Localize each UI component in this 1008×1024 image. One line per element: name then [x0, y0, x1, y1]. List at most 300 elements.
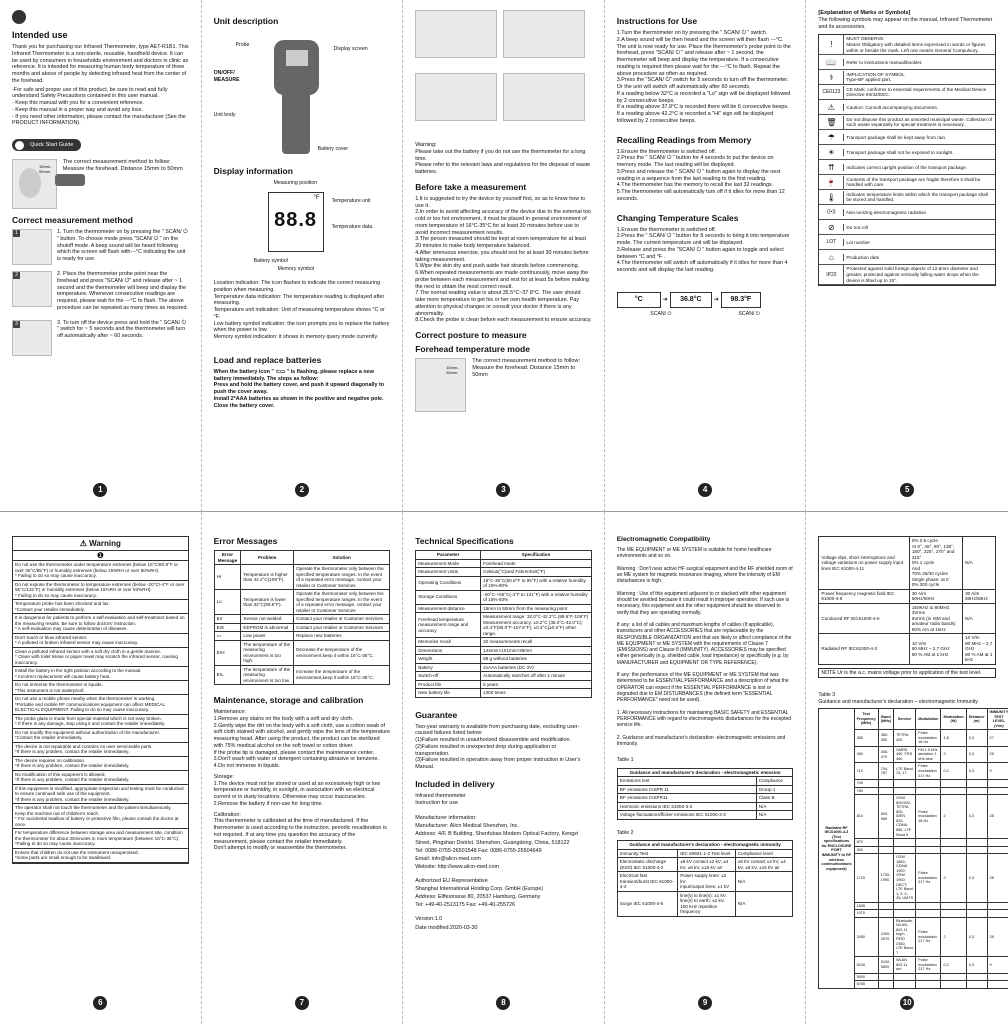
- table-cell: N/A: [963, 537, 996, 590]
- table-cell: 810: [854, 795, 878, 839]
- table-cell: [878, 780, 893, 788]
- table-row: [214, 615, 390, 624]
- section-title: Maintenance, storage and calibration: [213, 695, 364, 705]
- table-row: [819, 537, 996, 590]
- table-cell: [894, 787, 916, 795]
- table-header: Modulation: [916, 709, 941, 730]
- table-cell: [966, 787, 987, 795]
- table-row: [214, 640, 390, 665]
- table-cell: 780: [854, 787, 878, 795]
- forehead-measure-image: 15mm-50mm: [12, 159, 57, 209]
- table-row: [214, 590, 390, 615]
- table-cell: 2400-2570: [878, 917, 893, 956]
- posture-image: 15mm-50mm: [415, 358, 466, 412]
- error-table: [214, 550, 391, 685]
- table-cell: 930: [854, 846, 878, 854]
- table-cell: [916, 839, 941, 847]
- table-cell: Replace new batteries: [294, 632, 390, 641]
- table-cell: 9: [987, 763, 1008, 780]
- table-cell: 1720: [854, 854, 878, 902]
- section-title: Included in delivery: [415, 778, 495, 789]
- table-cell: Emissions test: [617, 777, 756, 786]
- table-cell: [916, 902, 941, 910]
- table-row: [617, 794, 793, 803]
- warning-row: Install the battery in the right position according to the manual. * Incorrect replacement will cause battery heat.: [13, 667, 188, 681]
- table-label: Table 2: [616, 829, 634, 836]
- symbol-row: [819, 115, 995, 130]
- symbol-icon: ⚠: [827, 102, 835, 112]
- section-title: Correct measurement method: [12, 215, 133, 225]
- symbol-icon: ⊘: [828, 222, 835, 232]
- symbol-text: Indicates correct upright position of the transport package.: [843, 164, 995, 172]
- table-cell: Electrical fast transient/burst IEC 61000-4-4: [617, 872, 677, 892]
- table-row: [617, 891, 793, 916]
- table-cell: [966, 846, 987, 854]
- symbol-row: [819, 130, 995, 145]
- table-cell: 710: [854, 763, 878, 780]
- warning-row: Ensure that children do not use the instrument unsupervised. *some parts are small enough to be swallowed.: [13, 849, 188, 863]
- table-cell: GSM 1800; CDMA 1900; GSM 1900; DECT; LTE Band 1, 3, 4, 25; UMTS: [894, 854, 916, 902]
- table-cell: 10 V/m 80 MHz – 2,7 GHz 80 % AM at 1 kHz: [963, 634, 996, 665]
- table-cell: 5785: [854, 981, 878, 989]
- table-cell: 800-960: [878, 795, 893, 839]
- symbol-row: [819, 220, 995, 235]
- table-header: Radiated RF IEC61000-4-3 (Test specifications for ENCLOSURE PORT IMMUNITY to RF wireless communications equipment): [819, 709, 854, 989]
- table-cell: Voltage fluctuations/flicker emissions IEC 61000-3-3: [617, 811, 756, 820]
- table-cell: 16°C-35°C(60.8°F to 95°F) with a relative humidity of 15%-80%: [481, 576, 592, 590]
- table-cell: [966, 973, 987, 981]
- table-cell: GMRS 460, FRS 460: [894, 746, 916, 763]
- table-cell: LTE Band 13, 17: [894, 763, 916, 780]
- table-cell: [894, 910, 916, 918]
- symbol-row: [819, 250, 995, 265]
- table-cell: 88 g without batteries: [481, 655, 592, 664]
- warning-table: [12, 536, 189, 864]
- table-cell: 0,3: [966, 795, 987, 839]
- warning-row: The operator shall not touch the thermometer and the patient simultaneously. Keep the machine out of children's reach. * For accidental swallow of battery or protective film, please consult the doctor at once.: [13, 804, 188, 829]
- page-8: [403, 512, 605, 1024]
- table-cell: 27: [987, 730, 1008, 747]
- symbol-text: Production date: [843, 254, 995, 262]
- table-cell: 2: [941, 795, 966, 839]
- table-row: [416, 576, 592, 590]
- table-cell: [916, 973, 941, 981]
- symbol-row: [819, 205, 995, 220]
- table-cell: 380-390: [878, 730, 893, 747]
- table-row: [214, 665, 390, 685]
- table-row: [617, 872, 793, 892]
- table-cell: [966, 839, 987, 847]
- table-cell: 450: [854, 746, 878, 763]
- table-cell: ▭: [214, 632, 241, 641]
- table-cell: Bluetooth, WLAN, 802.11 b/g/n, RFID 2450, LTE Band 7: [894, 917, 916, 956]
- table-cell: 15mm to 50mm from the measuring point: [481, 604, 592, 613]
- table-cell: [894, 902, 916, 910]
- symbol-icon: ⌂: [828, 252, 834, 262]
- table-cell: [941, 780, 966, 788]
- table-cell: Forehead temperature measurement range and accuracy: [416, 613, 481, 638]
- warning-row: The probe glass is made from special material which is not easy broken. * If there is any damage, stop using it and contact the retailer immediately.: [13, 715, 188, 729]
- symbol-text: MUST OBSERVE Means Obligatory with detailed items expressed in words or figures within or beside the mark. Left one means General Compulsory.: [843, 35, 995, 54]
- brand-logo-icon: [12, 10, 26, 24]
- table-cell: [966, 910, 987, 918]
- table-cell: 2: [941, 746, 966, 763]
- table-cell: 0,3: [966, 746, 987, 763]
- maintenance-text: Maintenance: 1.Remove any stains on the body with a soft and dry cloth. 2.Gently wipe the dirt on the body with a soft cloth, use a cotton swab of soft cloth stained with alcohol, and gently wipe the lens of the temperature measuring head. After using the product, the product can be sterilized with 75% medical alcohol on the soft towel or cotton driver. If the probe tip is damaged, please contact the maintenance center. 3.Don't wash with water or detergent containing abrasive or benzene. 4.Do not immerse in liquids.: [213, 709, 391, 769]
- table-cell: [878, 846, 893, 854]
- symbol-row: [819, 160, 995, 175]
- table-cell: TETRA 400: [894, 730, 916, 747]
- warning-row: For temperature difference between storage area and measurement site, condition the thermometer for about 30minutes in room temperature (between 16°C-35°C). *Failing to do so may cause inaccuracy.: [13, 829, 188, 849]
- warning-row: Do not immerse the thermometer in liquids. *This instrument is not waterproof.: [13, 681, 188, 695]
- table-cell: Storage Conditions: [416, 590, 481, 604]
- warning-row: If this equipment is modified, appropriate inspection and testing must be conducted to ensure continued safe use of the equipment. *If there is any problem, contact the retailer immediately.: [13, 785, 188, 805]
- table-cell: [987, 787, 1008, 795]
- table-cell: Temperature is lower than 32°C(89.6°F).: [241, 590, 294, 615]
- table-cell: Lo: [214, 590, 241, 615]
- page-title: Intended use: [12, 30, 68, 40]
- table-row: [214, 623, 390, 632]
- table-cell: [941, 910, 966, 918]
- table-cell: EEPROM is abnormal: [241, 623, 294, 632]
- table-cell: 1970: [854, 910, 878, 918]
- table-cell: [987, 973, 1008, 981]
- page-10: [806, 512, 1008, 1024]
- lcd-display: 88.8 °F: [268, 192, 324, 252]
- page-7: [202, 512, 404, 1024]
- table-cell: 0,3: [966, 730, 987, 747]
- symbol-icon: 🗑: [826, 117, 837, 127]
- symbol-icon: ((•)): [827, 209, 836, 216]
- warning-row: Temperature probe has been shocked and lax. *Contact your retailer immediately.: [13, 600, 188, 614]
- table-cell: [987, 780, 1008, 788]
- table-cell: [916, 910, 941, 918]
- warning-row: Do not expose the thermometer to temperature extremes (below -20°C/-4°F or over 55°C/131°F) or humidity extremes (below 15%RH or over 93%RH). * Failing to do so may cause inaccuracy.: [13, 581, 188, 601]
- warning-row: It is dangerous for patients to perform a self-evaluation and self-treatment based on the measuring results. Be sure to follow doctors' instruction. * A self-evaluation may cause deterioration of diseases.: [13, 614, 188, 634]
- symbol-text: Lot number: [843, 239, 995, 247]
- table-row: [617, 802, 793, 811]
- symbol-row: [819, 145, 995, 160]
- table-cell: [894, 973, 916, 981]
- table-cell: 1,8: [941, 730, 966, 747]
- table-note: NOTE Ur is the a.c. mains voltage prior to application of the test level.: [818, 668, 996, 679]
- symbol-icon: 🍷: [826, 177, 837, 187]
- page-2: [202, 0, 404, 512]
- table-row: [416, 672, 592, 681]
- symbol-icon: ⇈: [828, 162, 835, 172]
- table-row: [617, 849, 793, 858]
- table-row: [416, 689, 592, 698]
- table-cell: Operating Conditions: [416, 576, 481, 590]
- table-cell: 5 years: [481, 680, 592, 689]
- section-title: Load and replace batteries: [213, 354, 322, 365]
- table-cell: Conduced RF IEC61000-4-6: [819, 603, 909, 634]
- symbol-row: [819, 70, 995, 85]
- table-cell: GSM 800/900, TETRA 800, iDEN 820, CDMA 850, LTE Band 5: [894, 795, 916, 839]
- symbol-icon: CE0123: [822, 89, 841, 96]
- symbol-row: [819, 55, 995, 70]
- table-cell: Compliance level: [735, 849, 793, 858]
- emc-text: The ME EQUIPMENT or ME SYSTEM is suitable for home healthcare environments and so on. Warning : Don't near active HF surgical equipment and the RF shielded room of an ME system for magnetic resonance imaging, where the intensity of EM disturbances is high. Warning : Use of this equipment adjacent to or stacked with other equipment should be avoided because it could result in improper operation. If such use is necessary, this equipment and the other equipment should be observed to verify that they are operating normally. If any: a list of all cables and maximum lengths of cables (if applicable), transducers and other ACCESSORIES that are replaceable by the RESPONSIBLE ORGANIZATION and that are likely to affect compliance of the ME EQUIPMENT or ME SYSTEM with the requirements of Clause 7 (EMISSIONS) and Clause 8 (IMMUNITY). ACCESSORIES may be specified either generically (e.g. shielded cable, load impedance) or specifically (e.g. by MANUFACTURER and EQUIPMENT OR TYPE REFERENCE). If any: the performance of the ME EQUIPMENT or ME SYSTEM that was determined to be ESSENTIAL PERFORMANCE and a description of what the OPERATOR can expect if the ESSENTIAL PERFORMANCE is lost or degraded due to EM DISTURBANCES (the defined term "ESSENTIAL PERFORMANCE" need not be used). 1. All necessary instructions for maintaining BASIC SAFETY and ESSENTIAL PERFORMANCE with regard to electromagnetic disturbances for the excepted service life. 2. Guidance and manufacturer's declaration -electromagnetic emissions and Immunity.: [616, 547, 793, 747]
- table-header: Distance (m): [966, 709, 987, 730]
- symbol-text: Indicates temperature limits within which the transport package shall be stored and handled.: [843, 191, 995, 204]
- immunity-table: [617, 840, 794, 917]
- table-row: [819, 603, 996, 634]
- section-title: Technical Specifications: [415, 536, 514, 546]
- page-9: [605, 512, 807, 1024]
- step-2-text: 2. Place the thermometer probe point near the forehead and press "SCAN/ ⏻" and release after ~ 1 second and the thermometer will beep and display the temperature. Whenever consecutive readings are required, please wait for the ---°C to flash. The above procedure can be repeated as many times as required.: [57, 271, 188, 311]
- table-row: [819, 634, 996, 665]
- table-cell: Pulse modulation 217 Hz: [916, 763, 941, 780]
- table-cell: Pulse modulation 18 Hz: [916, 730, 941, 747]
- page-number: 10: [900, 996, 914, 1010]
- table-cell: Low power: [241, 632, 294, 641]
- table-cell: 28: [987, 795, 1008, 839]
- table-cell: [916, 981, 941, 989]
- table-cell: Hi: [214, 565, 241, 590]
- posture-text: The correct measurement method to follow: Measure the forehead. Distance 15mm to 50mm: [472, 358, 581, 378]
- table-cell: 32 measurements recall: [481, 638, 592, 647]
- page-number: 2: [295, 483, 309, 497]
- symbol-text: Refer to instructions manual/booklet.: [843, 59, 995, 67]
- section-title: Electromagnetic Compatibility: [616, 536, 711, 543]
- table-cell: RF emissions CISPR 11: [617, 785, 756, 794]
- recall-text: 1.Ensure the thermometer is switched off. 2.Press the " SCAN/ ⏻ " button for 4 seconds to put the device on memory mode. The last reading will be displayed. 3.Press and release the " SCAN/ ⏻ " button again to display the next reading in a sequence from the last reading to the first reading. 4.The thermometer has the memory to recall the last 32 readings. 5.The thermometer will automatically turn off if it idles for more than 12 seconds.: [616, 148, 785, 202]
- table-cell: ErE: [214, 623, 241, 632]
- table-cell: N/A: [735, 891, 793, 916]
- warning-row: No modification of this equipment is allowed. *If there is any problem, contact the retailer immediately.: [13, 771, 188, 785]
- symbol-icon: !: [830, 40, 833, 50]
- table-cell: [987, 846, 1008, 854]
- table-row: [416, 604, 592, 613]
- table-cell: Immunity Test: [617, 849, 677, 858]
- symbol-text: Do not dispose this product as unsorted municipal waste. Collection of such waste separately for special treatment is necessary.: [843, 116, 995, 129]
- table-label: Table 3: [818, 692, 836, 698]
- symbol-text: Non-ionizing electromagnetic radiation: [843, 209, 995, 217]
- table-cell: Operate the thermometer only between the specified temperature ranges. In the event of a repeated error message, contact your retailer or Customer Services: [294, 565, 390, 590]
- table-cell: IEC 60601-1-2 Test level: [678, 849, 736, 858]
- warning-title: ⚠ Warning: [13, 537, 188, 551]
- thermometer-head-image: [274, 40, 319, 95]
- table-cell: Pulse modulation 18 Hz: [916, 795, 941, 839]
- table-cell: ErL: [214, 665, 241, 685]
- symbol-icon: 📖: [826, 57, 837, 67]
- display-diagram: Measuring position 88.8 °F Temperature unit Temperature data Battery symbol Memory symbol: [253, 180, 373, 272]
- symbol-row: [819, 100, 995, 115]
- table-row: [617, 785, 793, 794]
- table-row: [416, 551, 592, 560]
- table-cell: Parameter: [416, 551, 481, 560]
- table-cell: 150KHz to 80MHz: 3Vrms 6Vrms (in ISM and amateur radio bands) 80% Am at 1kHz: [909, 603, 962, 634]
- symbol-text: Transport package shall be kept away from rain.: [843, 134, 995, 142]
- section-title: Error Messages: [213, 536, 278, 546]
- included-text: Infrared thermometer Instruction for use: [415, 792, 466, 806]
- table-cell: [894, 981, 916, 989]
- table-cell: 28: [987, 746, 1008, 763]
- storage-text: Storage: 1.The device must not be stored or used at an excessively high or low temperature or humidity, in sunlight, in association with an electrical current or in dusty locations. Otherwise may occur inaccuracies. 2.Remove the battery if non-use for long time.: [213, 773, 381, 807]
- table-row: [214, 632, 390, 641]
- table-cell: [941, 787, 966, 795]
- table-cell: 0,3: [966, 854, 987, 902]
- step-3-image: 3: [12, 320, 52, 356]
- table-header: Service: [894, 709, 916, 730]
- table-cell: 1845: [854, 902, 878, 910]
- page-number: 5: [900, 483, 914, 497]
- page-number: 7: [295, 996, 309, 1010]
- symbol-icon: ⚕: [829, 72, 834, 82]
- table-cell: [916, 787, 941, 795]
- immunity-table-cont: [818, 536, 996, 665]
- step-1-text: 1. Turn the thermometer on by pressing the " SCAN/ ⏻ " button. To choose mode press "SCAN/ ⏻ " on the shutoff mode. A beep sound will be heard following which the screen will flash with---°C indicating the unit is ready for use.: [57, 229, 188, 262]
- table-header: Guidance and manufacturer's declaration - electromagnetic immunity: [617, 841, 793, 850]
- table-cell: Pulse modulation 217 Hz: [916, 957, 941, 974]
- table-row: [214, 565, 390, 590]
- symbol-text: CE Mark: conforms to essential requirements of the Medical Device Directive 93/42/EEC.: [843, 86, 995, 99]
- table-cell: 28: [987, 854, 1008, 902]
- before-measure-text: 1.It is suggested to try the device by yourself first, so as to know how to use it. 2.In order to avoid affecting accuracy of the device due to the external too cold or too hot environment, it must be placed in general environment of room temperature of 16°C-35°C for at least 30 minutes before use to avoid incorrect measurement results. 3.The person measured should be kept at room temperature for at least 20 minutes to make body temperature balanced. 4.After strenuous exercise, you should rest for at least 30 minutes before taking measurement. 5.Wipe the skin dry and push aside hair strands before commencing. 6.When repeated measurements are made continuously, move away the probe between each measurement and rest for at least 5s before making the next to obtain the most correct result. 7.The normal reading value is about 35.5°C~37.8°C. The user should take more temperature to get his or her own health temperature. Pay attention to physical changes or consult your doctor if there is any abnormality. 8.Check the probe is clean before each measurement to ensure accuracy.: [415, 195, 592, 324]
- warning-row: Don't touch or blow infrared sensor. * A polluted or broken infrared sensor may cause inaccuracy.: [13, 634, 188, 648]
- table-cell: 10 V/m 80 MHz – 2,7 GHz 80 % AM at 1 kHz: [909, 634, 962, 665]
- table-cell: [966, 902, 987, 910]
- symbol-row: [819, 235, 995, 250]
- table-cell: 2450: [854, 917, 878, 956]
- table-cell: line(s) to line(s): ±1 kV. line(s) to earth: ±2 kV. 100 kHz repetition frequency: [678, 891, 736, 916]
- intro-text: Thank you for purchasing our Infrared Thermometer, type AET-R1B1. This Infrared Thermometer is a non-sterile, reusable, handheld device. It can be used by consumers in households environment and doctors in clinic as reference. It is intended for measuring human body temperature of three months and above of people by detecting infrared heat from the center of the forehead.: [12, 44, 189, 84]
- warning-row: Do not use a mobile phone nearby when the thermometer is working. *Portable and mobile RF communications equipment can affect MEDICAL ELECTICAL EQUIPMENT. Failing to do so may cause inaccuracy.: [13, 695, 188, 715]
- table-cell: Measurement Mode: [416, 559, 481, 568]
- scale-text: 1.Ensure the thermometer is switched off. 2.Press the " SCAN/ ⏻ " button for 8 seconds to bring it into temperature mode. The current temperature unit will be displayed. 3.Release and press the "SCAN/ ⏻ " button again to toggle and select between °C and °F . 4.The thermometer will switch off automatically if it idles for more than 4 seconds and will display the last reading.: [616, 226, 790, 273]
- table-row: [416, 655, 592, 664]
- warning-row: Clean a polluted infrared sensor with a soft dry cloth in a gentle manner. * Clean with toilet tissue or paper towel may scratch the infrared sensor, causing inaccuracy.: [13, 648, 188, 668]
- table-cell: 0% 0.5 cycle At 0°, 45°, 90°, 135°, 180°, 225°, 270° and 315° 0% 1 cycle And 70% 25/30 cycles Single phase: at 0 0% 300 cycle: [909, 537, 962, 590]
- table-cell: 2: [941, 854, 966, 902]
- table-cell: [966, 780, 987, 788]
- table-cell: [941, 902, 966, 910]
- table-cell: Compliance: [756, 777, 793, 786]
- guarantee-text: Two-year warranty is available from purchasing date, excluding user-caused failures listed below: (1)Failure resulted in unauthorized disassemble and modification. (2)Failure resulted in unexpected drop during application or transportation. (3)Failure resulted in operation away from proper instruction in User's Manual.: [415, 723, 581, 770]
- table-cell: ErH: [214, 640, 241, 665]
- table-cell: 30 A/m 50Hz/60Hz: [963, 589, 996, 603]
- symbol-text: Transport package shall not be exposed to sunlight.: [843, 149, 995, 157]
- table-cell: Forehead mode: [481, 559, 592, 568]
- table-cell: 0,3: [966, 763, 987, 780]
- symbol-row: [819, 175, 995, 190]
- symbol-icon: 🌡: [826, 192, 837, 202]
- table-cell: Pulse modulation 217 Hz: [916, 917, 941, 956]
- warning-row: The device is not repairable and contains no user serviceable parts. *If there is any problem, contact the retailer immediately.: [13, 743, 188, 757]
- table-cell: [894, 846, 916, 854]
- page-4: Instructions for Use 1.Turn the thermometer on by pressing the " SCAN/ ⏻ " switch. 2.A beep sound will be then heard and the screen will then flash ---°C. The unit is now ready for use. Place the thermometer's probe point to the forehead, press "SCAN/ ⏻ " and release after ~ 1 second, the thermometer will beep and display the temperature. If a consecutive reading is required then please wait for the ---°C to flash. Repeat the above procedure as often as required. 3.Press the "SCAN/ ⏻" switch for 5 seconds to turn off the thermometer. Or the unit will switch off automatically after 60 seconds. If a reading below 32°C is recorded a "Lo" sign will be displayed followed by 2 consecutive beeps. If a reading above 37.8°C is recorded there will be 6 consecutive beeps. If a reading above 42.2°C is recorded a "Hi" sign will be displayed followed by 2 consecutive beeps. Recalling Readings from Memory 1.Ensure the thermometer is switched off. 2.Press the " SCAN/ ⏻ " button for 4 seconds to put the device on memory mode. The last reading will be displayed. 3.Press and release the " SCAN/ ⏻ " button again to display the next reading in a sequence from the last reading to the first reading. 4.The thermometer has the memory to recall the last 32 readings. 5.The thermometer will automatically turn off if it idles for more than 12 seconds. Changing Temperature Scales 1.Ensure the thermometer is switched off. 2.Press the " SCAN/ ⏻ " button for 8 seconds to bring it into temperature mode. The current temperature unit will be displayed. 3.Release and press the "SCAN/ ⏻ " button again to toggle and select between °C and °F . 4.The thermometer will switch off automatically if it idles for more than 4 seconds and will display the last reading. °C ➜ 36.8°C ➜ 98.3°F SCAN/ ⏻ SCAN/ ⏻ 4: [605, 0, 807, 512]
- table-row: [819, 589, 996, 603]
- section-subtitle: Forehead temperature mode: [415, 344, 530, 354]
- table-header: Modulation (W): [941, 709, 966, 730]
- table-cell: Temperature is higher than 42.2°C(108°F).: [241, 565, 294, 590]
- table-cell: Automatically switches off after 1 minute: [481, 672, 592, 681]
- symbol-text: Do not roll: [843, 224, 995, 232]
- table-cell: N/A: [756, 802, 793, 811]
- table-cell: N/A: [963, 603, 996, 634]
- table-cell: RF emissions CISPR11: [617, 794, 756, 803]
- page-number: 3: [496, 483, 510, 497]
- page-6: [0, 512, 202, 1024]
- table-cell: [941, 973, 966, 981]
- table-cell: [987, 910, 1008, 918]
- table-cell: The temperature of the measuring environment is too low.: [241, 665, 294, 685]
- table-cell: [878, 787, 893, 795]
- table-cell: 28: [987, 917, 1008, 956]
- page-number: 9: [698, 996, 712, 1010]
- table-cell: Celsius(°C)and Fahrenheit(°F): [481, 568, 592, 577]
- table-cell: [878, 981, 893, 989]
- table-cell: [878, 839, 893, 847]
- quick-start-badge: Quick Start Guide: [12, 139, 81, 151]
- table-cell: Power supply lines: ±2 kV input/output lines: ±1 kV: [678, 872, 736, 892]
- table-cell: Weight: [416, 655, 481, 664]
- table-cell: [878, 973, 893, 981]
- table-cell: 430-470: [878, 746, 893, 763]
- unit-diagram: Probe Display screen ON/OFF/ MEASURE Unit body Battery cover: [213, 42, 368, 152]
- table-cell: [894, 839, 916, 847]
- page-number: 8: [496, 996, 510, 1010]
- warning-row: The device requires no calibration. *If there is any problem, contact the retailer immediately.: [13, 757, 188, 771]
- table-cell: [878, 902, 893, 910]
- warning-row: Do not modify this equipment without authorization of the manufacturer. *Contact the retailer immediately.: [13, 729, 188, 743]
- table-cell: Product life: [416, 680, 481, 689]
- table-cell: Memories recall: [416, 638, 481, 647]
- display-info-text: Location indication: The icon flashes to indicate the correct measuring position when measuring. Temperature data indication: The temperature reading is displayed after measuring. Temperature unit indication: Unit of measuring temperature shows °C or °F. Low battery symbol indication: the icon prompts you to replace the battery when the power is low. Memory symbol indication: it shows in memory query mode currently.: [213, 280, 390, 340]
- table-row: [416, 590, 592, 604]
- section-title: [Explanation of Marks or Symbols]: [818, 10, 911, 16]
- table-cell: 0,2: [941, 763, 966, 780]
- method-text: The correct measurement method to follow: Measure the forehead. Distance 15mm to 50mm: [62, 159, 183, 172]
- warning-text: Warning: Please take out the battery if you do not use the thermometer for a long time. Please refer to the relevant laws and regulations for the disposal of waste batteries.: [415, 142, 591, 175]
- table-header: Solution: [294, 551, 390, 565]
- table-header: IMMUNITY TEST LEVEL (V/m): [987, 709, 1008, 730]
- table-cell: Pulse modulation 217 Hz: [916, 854, 941, 902]
- table-title: Guidance and manufacturer's declaration – electromagnetic Immunity: [818, 698, 978, 705]
- page-5: [806, 0, 1008, 512]
- table-cell: Voltage dips, short interruptions and voltage variations on power supply input lines IEC 61000-4-11: [819, 537, 909, 590]
- table-label: Table 1: [616, 757, 634, 763]
- specs-table: [415, 550, 592, 698]
- table-cell: 704-787: [878, 763, 893, 780]
- battery-steps-images: [415, 10, 592, 130]
- symbol-icon: ☀: [827, 147, 835, 157]
- section-title: Display information: [213, 166, 293, 176]
- symbol-text: Caution: Consult accompanying documents.: [843, 104, 995, 112]
- table-cell: Electrostatic discharge (ESD) IEC 61000-4-2: [617, 858, 677, 872]
- table-cell: [878, 910, 893, 918]
- calibration-text: Calibration: This thermometer is calibrated at the time of manufactured. If the thermometer is used according to the instruction, periodic recalibration is not required. If at any time you question the accuracy of the measurement, please contact the retailer immediately. Don't attempt to modify or reassemble the thermometer.: [213, 811, 387, 852]
- table-cell: Measurement range: 32.0°C-42.2°C (89.6°F-108°F) Measurement accuracy: ±0.2°C (35.0°C-42.0°C);±0.4°F(95.0°F-107.6°F); ±0.3°C(±0.5°F) other range.: [481, 613, 592, 638]
- section-title: Recalling Readings from Memory: [616, 134, 752, 145]
- table-cell: Switch-off: [416, 672, 481, 681]
- table-cell: -20°C-+55°C(-4°F to 131°F) with a relative humidity of 15%-93%: [481, 590, 592, 604]
- notes-text: -For safe and proper use of this product, be sure to read and fully understand Safety Precautions contained in this user manual. - Keep this manual with you for a convenient reference. - Keep this manual in a proper way and avoid any loss. - If you need other information, please contact the manufacturer (See the PRODUCT INFORMATION).: [12, 86, 186, 127]
- table-cell: 870: [854, 839, 878, 847]
- symbol-text: Protected against solid foreign objects of 12.5mm diameter and greater, protected against vertically falling water drops when the device is tilted up to 15°.: [843, 265, 995, 284]
- symbol-text: IMPLICATION OF SYMBOL Type-BF applied part.: [843, 71, 995, 84]
- page-1: [0, 0, 202, 512]
- table-cell: Harmonic emissions IEC 61000-3-2: [617, 802, 756, 811]
- table-cell: [987, 839, 1008, 847]
- table-cell: Operate the thermometer only between the specified temperature ranges. In the event of a repeated error message, contact your retailer or Customer Services: [294, 590, 390, 615]
- table-cell: Battery: [416, 663, 481, 672]
- symbol-icon: IP22: [826, 271, 837, 278]
- table-cell: Measurement distance: [416, 604, 481, 613]
- table-cell: 2: [941, 917, 966, 956]
- version-text: Version:1.0 Date modified:2020-03-30: [415, 916, 478, 931]
